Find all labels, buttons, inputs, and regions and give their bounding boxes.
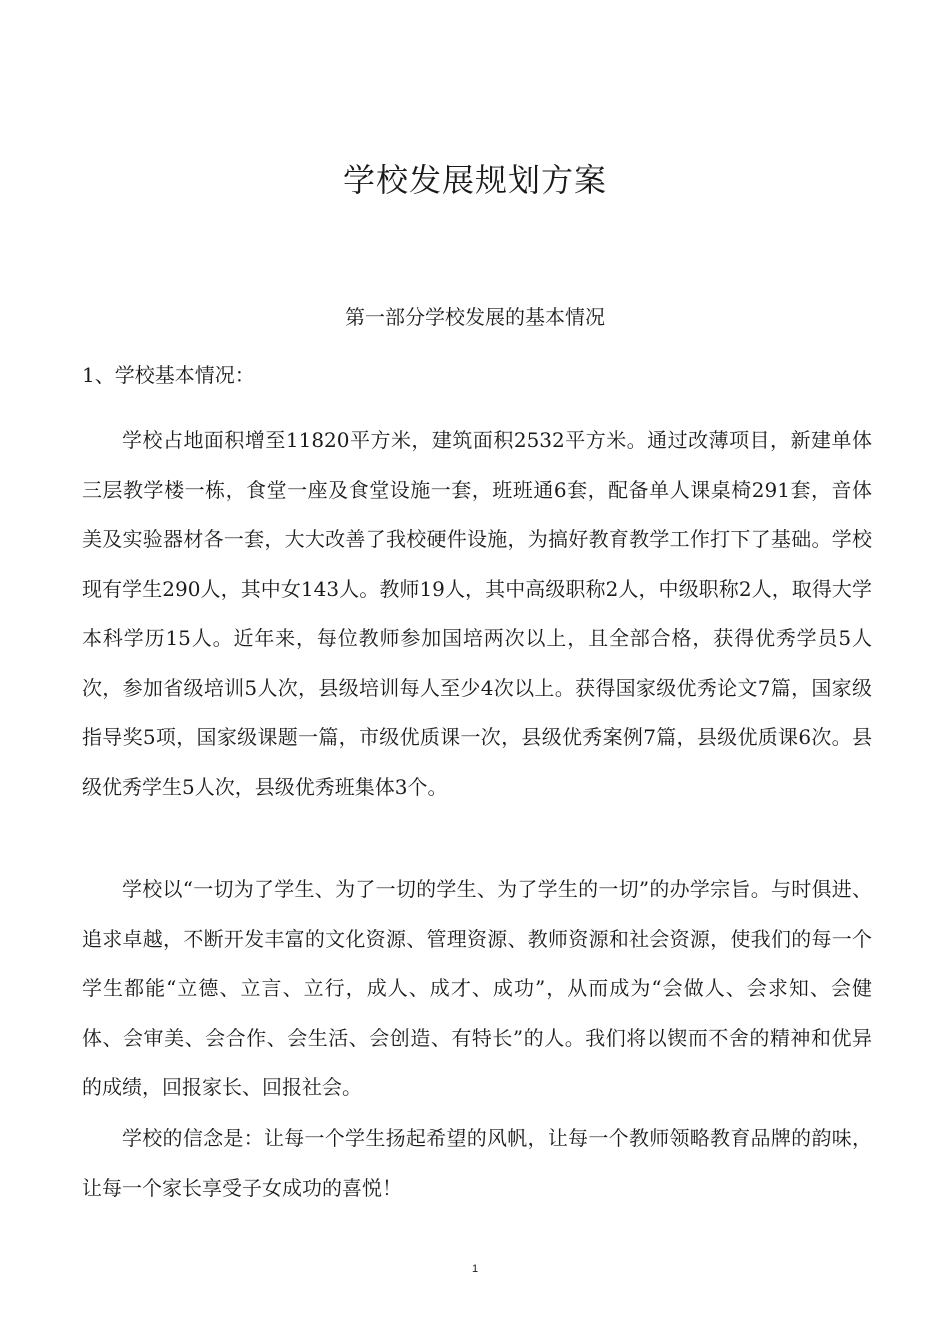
page-number: 1 <box>471 1263 479 1275</box>
section-heading: 第一部分学校发展的基本情况 <box>345 305 605 329</box>
paragraph-school-belief: 学校的信念是：让每一个学生扬起希望的风帆，让每一个教师领略教育品牌的韵味，让每一个家长享受子女成功的喜悦！ <box>82 1126 872 1200</box>
paragraph-school-aim: 学校以“一切为了学生、为了一切的学生、为了学生的一切”的办学宗旨。与时俱进、追求卓越，不断开发丰富的文化资源、管理资源、教师资源和社会资源，使我们的每一个学生都能“立德、立言、立行，成人、成才、成功”，从而成为“会做人、会求知、会健体、会审美、会合作、会生活、会创造、有特长”的人。我们将以锲而不舍的精神和优异的成绩，回报家长、回报社会。 <box>82 877 872 1099</box>
paragraph-basic-info: 学校占地面积增至11820平方米，建筑面积2532平方米。通过改薄项目，新建单体三层教学楼一栋，食堂一座及食堂设施一套，班班通6套，配备单人课桌椅291套，音体美及实验器材各一套，大大改善了我校硬件设施，为搞好教育教学工作打下了基础。学校现有学生290人，其中女143人。教师19人，其中高级职称2人，中级职称2人，取得大学本科学历15人。近年来，每位教师参加国培两次以上，且全部合格，获得优秀学员5人次，参加省级培训5人次，县级培训每人至少4次以上。获得国家级优秀论文7篇，国家级指导奖5项，国家级课题一篇，市级优质课一次，县级优秀案例7篇，县级优质课6次。县级优秀学生5人次，县级优秀班集体3个。 <box>82 428 872 799</box>
subheading: 1、学校基本情况： <box>82 363 255 387</box>
document-title: 学校发展规划方案 <box>342 161 607 199</box>
